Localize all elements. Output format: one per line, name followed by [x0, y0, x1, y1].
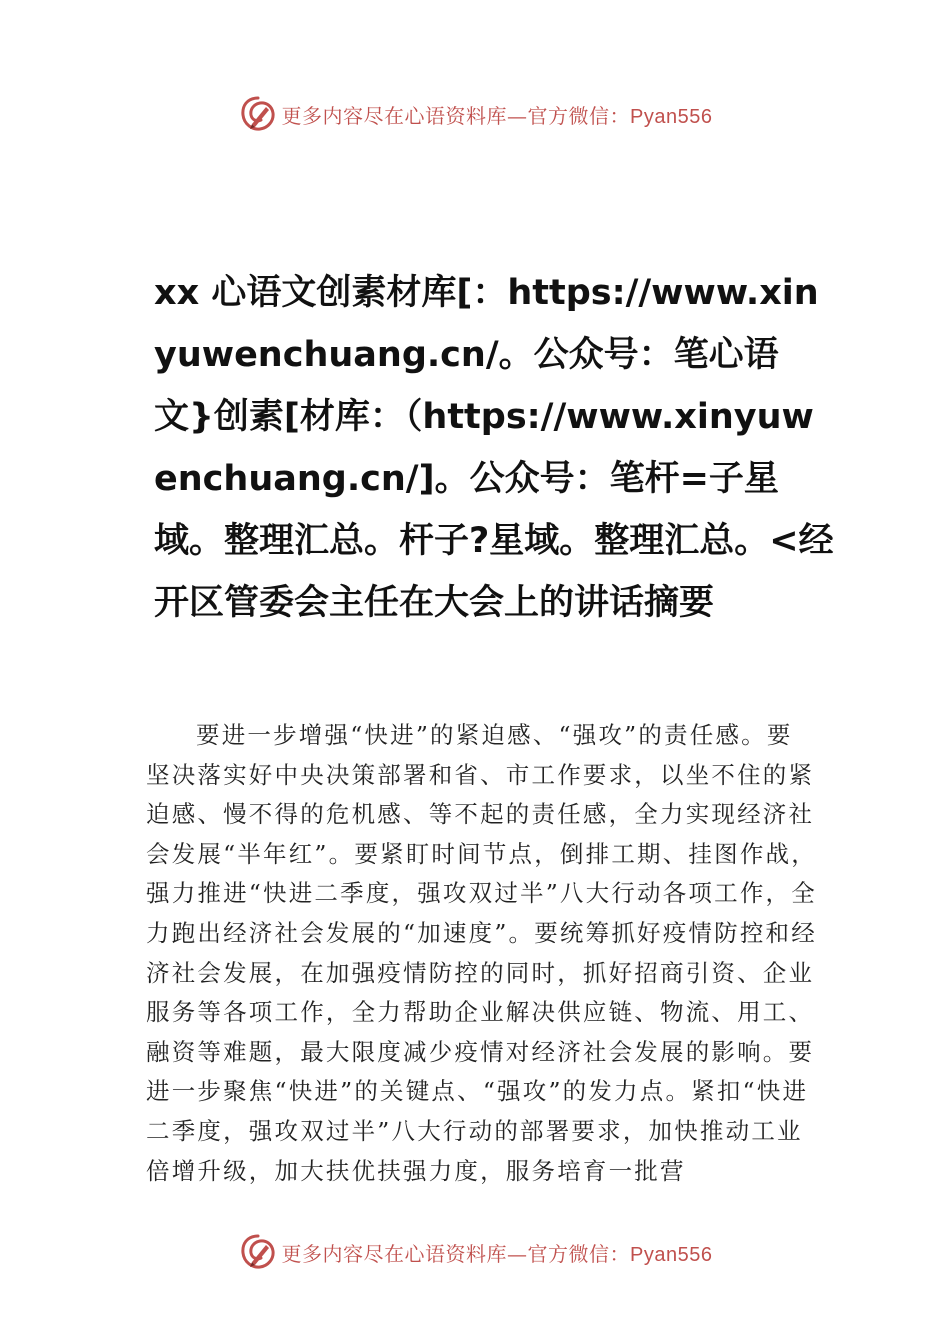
pen-swirl-logo-icon [238, 1232, 278, 1272]
header-banner-text: 更多内容尽在心语资料库—官方微信：Pyan556 [281, 103, 713, 128]
footer-banner-text: 更多内容尽在心语资料库—官方微信：Pyan556 [281, 1241, 713, 1266]
footer-banner [0, 1230, 950, 1274]
pen-swirl-logo-icon [238, 94, 278, 134]
header-banner [0, 92, 950, 136]
wechat-id: Pyan556 [630, 105, 713, 128]
document-title: xx 心语文创素材库[：https://www.xinyuwenchuang.cn/。公众号：笔心语文}创素[材库：（https://www.xinyuwenchuang.cn/]。公众号：笔杆=子星域。整理汇总。杆子?星域。整理汇总。<经开区管委会主任在大会上的讲话摘要 [154, 273, 834, 623]
document-paragraph: 要进一步增强“快进”的紧迫感、“强攻”的责任感。要坚决落实好中央决策部署和省、市工作要求，以坐不住的紧迫感、慢不得的危机感、等不起的责任感，全力实现经济社会发展“半年红”。要紧盯时间节点，倒排工期、挂图作战，强力推进“快进二季度，强攻双过半”八大行动各项工作，全力跑出经济社会发展的“加速度”。要统筹抓好疫情防控和经济社会发展，在加强疫情防控的同时，抓好招商引资、企业服务等各项工作，全力帮助企业解决供应链、物流、用工、融资等难题，最大限度减少疫情对经济社会发展的影响。要进一步聚焦“快进”的关键点、“强攻”的发力点。紧扣“快进二季度，强攻双过半”八大行动的部署要求，加快推动工业倍增升级，加大扶优扶强力度，服务培育一批营 [146, 721, 817, 1185]
wechat-id: Pyan556 [630, 1243, 713, 1266]
